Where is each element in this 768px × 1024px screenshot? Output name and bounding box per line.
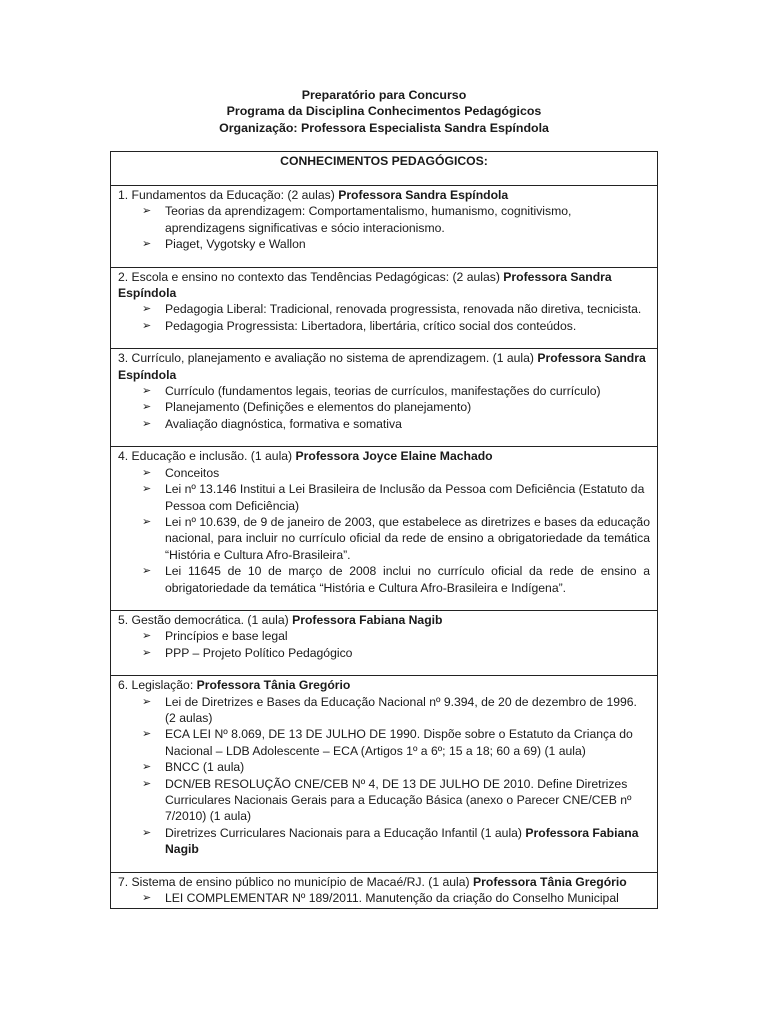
spacer xyxy=(118,334,650,348)
section-items-2 xyxy=(118,301,650,334)
list-item xyxy=(142,301,650,317)
section-heading-4 xyxy=(118,448,650,464)
arrow-bullet-icon: ➢ xyxy=(142,302,152,316)
section-professor-1: Professora Sandra Espíndola xyxy=(338,188,509,202)
section-professor-3: Professora Sandra Espíndola xyxy=(118,351,646,382)
list-item xyxy=(142,825,650,858)
section-items-3 xyxy=(118,383,650,432)
list-item-text: Piaget, Vygotsky e Wallon xyxy=(165,237,306,252)
section-title-2: 2. Escola e ensino no contexto das Tendências Pedagógicas: (2 aulas) xyxy=(118,269,504,284)
section-professor-6: Professora Tânia Gregório xyxy=(196,678,351,693)
list-item xyxy=(142,318,650,334)
table-title: CONHECIMENTOS PEDAGÓGICOS: xyxy=(111,152,658,186)
section-title-4: 4. Educação e inclusão. (1 aula) xyxy=(118,449,296,464)
list-item-text: Pedagogia Progressista: Libertadora, libertária, crítico social dos conteúdos. xyxy=(165,318,577,333)
section-heading-3 xyxy=(118,350,650,383)
section-row-6 xyxy=(111,676,658,872)
list-item xyxy=(142,645,650,661)
list-item-text: Pedagogia Liberal: Tradicional, renovada progressista, renovada não diretiva, tecnicista. xyxy=(165,302,642,317)
section-professor-5: Professora Fabiana Nagib xyxy=(292,612,443,627)
list-item xyxy=(142,383,650,399)
arrow-bullet-icon: ➢ xyxy=(142,825,152,839)
section-cell-5 xyxy=(111,610,658,675)
section-title-7: 7. Sistema de ensino público no município de Macaé/RJ. (1 aula) xyxy=(118,874,473,889)
section-heading-2 xyxy=(118,269,650,302)
spacer xyxy=(118,858,650,872)
arrow-bullet-icon: ➢ xyxy=(142,204,152,218)
section-professor-6b: Professora Fabiana Nagib xyxy=(165,825,639,857)
section-row-2 xyxy=(111,267,658,349)
arrow-bullet-icon: ➢ xyxy=(142,482,152,496)
list-item xyxy=(142,563,650,596)
arrow-bullet-icon: ➢ xyxy=(142,891,152,905)
section-row-1 xyxy=(111,186,658,268)
arrow-bullet-icon: ➢ xyxy=(142,727,152,741)
section-items-6 xyxy=(118,694,650,858)
section-row-3 xyxy=(111,349,658,447)
list-item-text: Avaliação diagnóstica, formativa e somativa xyxy=(165,416,402,431)
section-cell-4 xyxy=(111,447,658,611)
list-item-text: Lei de Diretrizes e Bases da Educação Nacional nº 9.394, de 20 de dezembro de 1996. (2 aulas) xyxy=(165,694,637,725)
section-cell-7 xyxy=(111,872,658,909)
section-heading-1 xyxy=(118,187,650,203)
section-title-5: 5. Gestão democrática. (1 aula) xyxy=(118,612,293,627)
list-item xyxy=(142,399,650,415)
header-line-3: Organização: Professora Especialista Sandra Espíndola xyxy=(219,120,549,135)
list-item-text: Lei nº 10.639, de 9 de janeiro de 2003, que estabelece as diretrizes e bases da educação nacional, para incluir no currículo oficial da rede de ensino a obrigatoriedade da temática “História e Cultura Afro-Brasileira”. xyxy=(165,514,650,562)
list-item-text: Princípios e base legal xyxy=(165,629,288,644)
list-item-text: ECA LEI Nº 8.069, DE 13 DE JULHO DE 1990. Dispõe sobre o Estatuto da Criança do Nacional – LDB Adolescente – ECA (Artigos 1º a 6º; 15 a 18; 60 a 69) (1 aula) xyxy=(165,727,633,758)
list-item-text: Diretrizes Curriculares Nacionais para a Educação Infantil (1 aula) xyxy=(165,825,526,840)
list-item-text: LEI COMPLEMENTAR Nº 189/2011. Manutenção da criação do Conselho Municipal xyxy=(165,891,619,906)
arrow-bullet-icon: ➢ xyxy=(142,465,152,479)
section-heading-7 xyxy=(118,874,650,890)
section-title-1: 1. Fundamentos da Educação: (2 aulas) xyxy=(118,188,339,202)
spacer xyxy=(118,596,650,610)
list-item xyxy=(142,694,650,727)
list-item-text: PPP – Projeto Político Pedagógico xyxy=(165,645,353,660)
arrow-bullet-icon: ➢ xyxy=(142,694,152,708)
list-item xyxy=(142,416,650,432)
arrow-bullet-icon: ➢ xyxy=(142,564,152,578)
list-item-text: DCN/EB RESOLUÇÃO CNE/CEB Nº 4, DE 13 DE JULHO DE 2010. Define Diretrizes Curriculares Nacionais Gerais para a Educação Básica (anexo o Parecer CNE/CEB nº 7/2010) (1 aula) xyxy=(165,776,632,824)
spacer xyxy=(118,906,650,908)
section-items-5 xyxy=(118,628,650,661)
list-item xyxy=(142,759,650,775)
table-title-row xyxy=(111,152,658,186)
spacer xyxy=(118,253,650,267)
section-professor-4: Professora Joyce Elaine Machado xyxy=(295,449,493,464)
section-title-6: 6. Legislação: xyxy=(118,678,197,693)
section-items-7 xyxy=(118,890,650,906)
list-item-text: Planejamento (Definições e elementos do planejamento) xyxy=(165,400,472,415)
spacer xyxy=(118,432,650,446)
section-row-4 xyxy=(111,447,658,611)
section-cell-6 xyxy=(111,676,658,872)
syllabus-table xyxy=(110,151,658,909)
list-item-text: Currículo (fundamentos legais, teorias de currículos, manifestações do currículo) xyxy=(165,384,601,399)
list-item xyxy=(142,236,650,252)
list-item xyxy=(142,514,650,563)
section-cell-3 xyxy=(111,349,658,447)
list-item-text: Lei 11645 de 10 de março de 2008 inclui no currículo oficial da rede de ensino a obrigatoriedade da temática “História e Cultura Afro-Brasileira e Indígena”. xyxy=(165,564,650,595)
list-item-text: Conceitos xyxy=(165,465,220,480)
arrow-bullet-icon: ➢ xyxy=(142,760,152,774)
section-title-3: 3. Currículo, planejamento e avaliação no sistema de aprendizagem. (1 aula) xyxy=(118,351,538,366)
header-line-1: Preparatório para Concurso xyxy=(301,88,467,102)
arrow-bullet-icon: ➢ xyxy=(142,645,152,659)
spacer xyxy=(118,661,650,675)
section-professor-7: Professora Tânia Gregório xyxy=(473,874,627,889)
arrow-bullet-icon: ➢ xyxy=(142,514,152,528)
arrow-bullet-icon: ➢ xyxy=(142,384,152,398)
arrow-bullet-icon: ➢ xyxy=(142,629,152,643)
arrow-bullet-icon: ➢ xyxy=(142,318,152,332)
arrow-bullet-icon: ➢ xyxy=(142,776,152,790)
section-row-5 xyxy=(111,610,658,675)
section-heading-6 xyxy=(118,677,650,693)
section-heading-5 xyxy=(118,612,650,628)
arrow-bullet-icon: ➢ xyxy=(142,237,152,251)
list-item xyxy=(142,481,650,514)
list-item xyxy=(142,776,650,825)
arrow-bullet-icon: ➢ xyxy=(142,400,152,414)
arrow-bullet-icon: ➢ xyxy=(142,416,152,430)
section-cell-2 xyxy=(111,267,658,349)
section-professor-2: Professora Sandra Espíndola xyxy=(118,269,612,301)
list-item-text: Teorias da aprendizagem: Comportamentalismo, humanismo, cognitivismo, aprendizagens significativas e sócio interacionismo. xyxy=(165,204,572,235)
section-row-7 xyxy=(111,872,658,909)
list-item xyxy=(142,628,650,644)
list-item xyxy=(142,203,650,236)
document-header xyxy=(0,87,768,136)
section-items-4 xyxy=(118,465,650,596)
section-items-1 xyxy=(118,203,650,252)
list-item xyxy=(142,890,650,906)
list-item xyxy=(142,726,650,759)
list-item-text: Lei nº 13.146 Institui a Lei Brasileira de Inclusão da Pessoa com Deficiência (Estatuto da Pessoa com Deficiência) xyxy=(165,482,645,513)
header-line-2: Programa da Disciplina Conhecimentos Pedagógicos xyxy=(226,104,542,119)
section-cell-1 xyxy=(111,186,658,268)
list-item-text: BNCC (1 aula) xyxy=(165,760,245,775)
list-item xyxy=(142,465,650,481)
